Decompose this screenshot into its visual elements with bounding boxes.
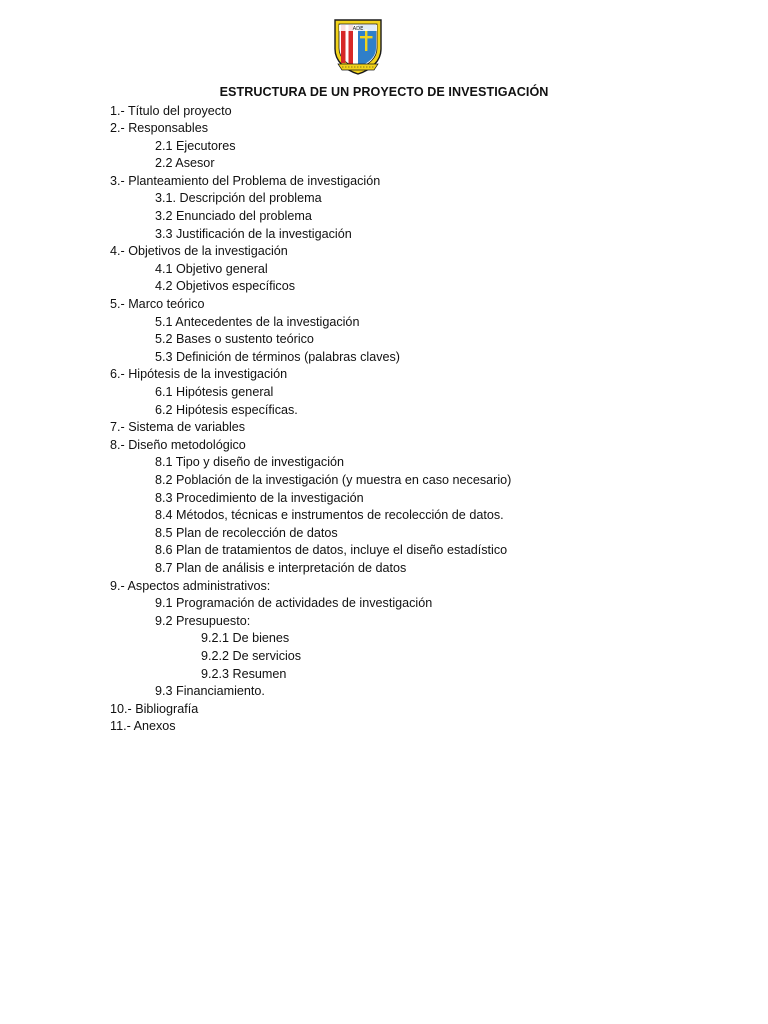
outline-section: 1.- Título del proyecto <box>110 103 232 118</box>
outline-subsection: 5.3 Definición de términos (palabras claves) <box>155 349 400 364</box>
outline-subsection: 3.1. Descripción del problema <box>155 191 322 206</box>
outline-subsubsection: 9.2.2 De servicios <box>201 648 302 663</box>
outline-subsection: 8.4 Métodos, técnicas e instrumentos de recolección de datos. <box>155 508 504 523</box>
outline-subsection: 9.1 Programación de actividades de investigación <box>155 596 433 611</box>
outline-subsection: 2.2 Asesor <box>155 156 215 171</box>
outline-section: 8.- Diseño metodológico <box>110 437 246 452</box>
outline-section: 11.- Anexos <box>110 719 176 734</box>
outline-section: 5.- Marco teórico <box>110 297 205 312</box>
outline-subsection: 2.1 Ejecutores <box>155 138 236 153</box>
outline-subsection: 8.1 Tipo y diseño de investigación <box>155 455 345 470</box>
outline-subsubsection: 9.2.1 De bienes <box>201 631 290 646</box>
outline-subsection: 8.6 Plan de tratamientos de datos, incluye el diseño estadístico <box>155 543 508 558</box>
outline-subsection: 4.1 Objetivo general <box>155 261 268 276</box>
outline-subsection: 3.2 Enunciado del problema <box>155 209 312 224</box>
outline-section: 4.- Objetivos de la investigación <box>110 244 288 259</box>
crest-label: ADE <box>352 26 364 32</box>
document-title: ESTRUCTURA DE UN PROYECTO DE INVESTIGACIÓN <box>219 85 549 99</box>
outline-subsection: 6.1 Hipótesis general <box>155 385 274 399</box>
outline-subsection: 4.2 Objetivos específicos <box>155 279 296 294</box>
outline-subsection: 8.3 Procedimiento de la investigación <box>155 490 364 505</box>
outline-list <box>110 103 511 736</box>
outline-section: 7.- Sistema de variables <box>110 420 246 435</box>
outline-subsection: 8.2 Población de la investigación (y muestra en caso necesario) <box>155 472 512 487</box>
outline-subsection: 9.2 Presupuesto: <box>155 613 251 628</box>
outline-section: 9.- Aspectos administrativos: <box>110 578 271 593</box>
institution-crest-logo <box>333 19 383 75</box>
outline-subsection: 3.3 Justificación de la investigación <box>155 226 352 241</box>
outline-section: 2.- Responsables <box>110 121 209 136</box>
outline-section: 3.- Planteamiento del Problema de investigación <box>110 173 381 188</box>
outline-subsection: 6.2 Hipótesis específicas. <box>155 402 298 417</box>
outline-subsection: 8.5 Plan de recolección de datos <box>155 525 338 540</box>
outline-subsection: 9.3 Financiamiento. <box>155 684 265 699</box>
outline-subsection: 8.7 Plan de análisis e interpretación de datos <box>155 560 407 575</box>
outline-subsubsection: 9.2.3 Resumen <box>201 666 287 681</box>
outline-section: 10.- Bibliografía <box>110 701 199 716</box>
outline-section: 6.- Hipótesis de la investigación <box>110 367 288 382</box>
outline-subsection: 5.2 Bases o sustento teórico <box>155 332 314 347</box>
outline-subsection: 5.1 Antecedentes de la investigación <box>155 314 360 329</box>
shield-icon <box>333 19 383 75</box>
